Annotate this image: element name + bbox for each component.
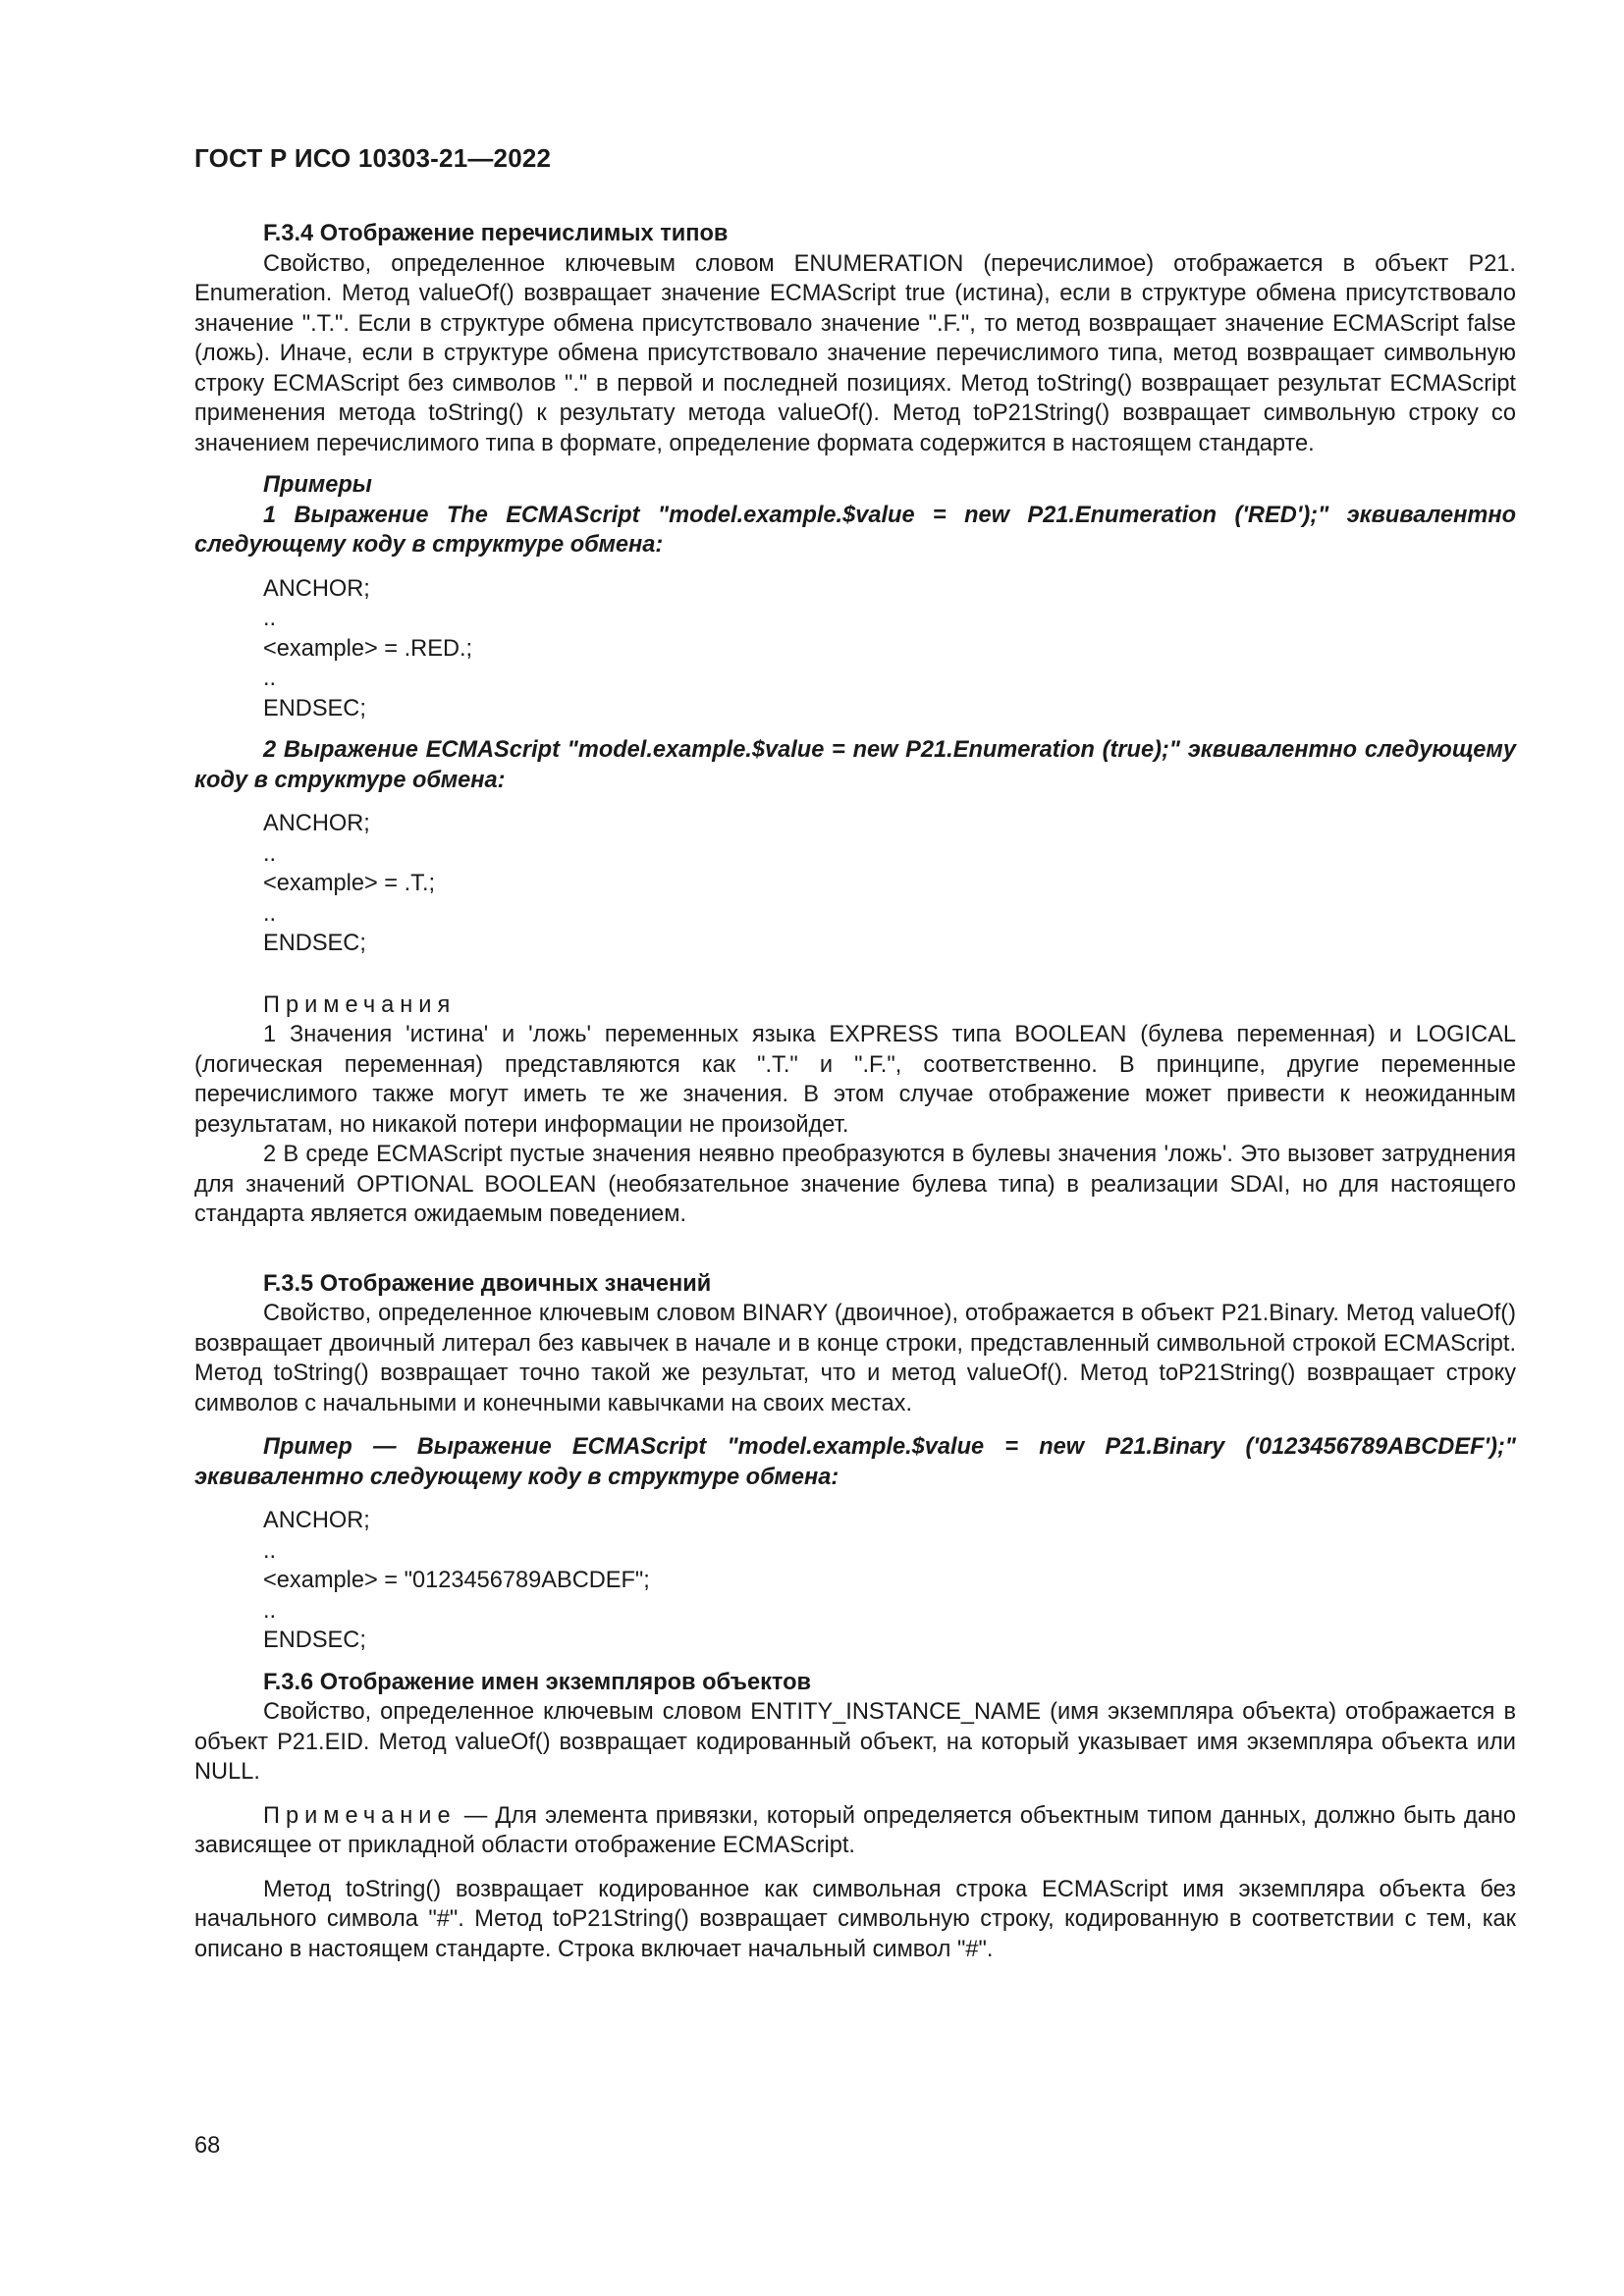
examples-label: Примеры [263,472,372,498]
code-line: .. [263,666,277,691]
section-title-f34: F.3.4 Отображение перечислимых типов [263,221,729,246]
code-line: .. [263,1597,277,1624]
section-title-f35: F.3.5 Отображение двоичных значений [263,1270,712,1297]
page-number: 68 [194,2133,221,2159]
paragraph-f35-body: Свойство, определенное ключевым словом BINARY (двоичное), отображается в объект P21.Binary. Метод valueOf() возвращает двоичный литерал без кавычек в начале и в конце строки, представленный символьной строкой ECMAScript. Метод toString() возвращает точно такой же результат, что и метод valueOf(). Метод toP21String() возвращает строку символов с начальными и конечными кавычками на своих местах. [194,1301,1516,1416]
code-line: ENDSEC; [263,695,366,721]
note-1: 1 Значения 'истина' и 'ложь' переменных языка EXPRESS типа BOOLEAN (булева переменная) и LOGICAL (логическая переменная) представляются как ".T." и ".F.", соответственно. В принципе, другие переменные перечислимого также могут иметь те же значения. В этом случае отображение может привести к неожиданным результатам, но никакой потери информации не произойдет. [194,1022,1516,1138]
code-block-2 [263,809,1516,959]
paragraph-f36-body: Свойство, определенное ключевым словом ENTITY_INSTANCE_NAME (имя экземпляра объекта) отображается в объект P21.EID. Метод valueOf() возвращает кодированный объект, на который указывает имя экземпляра объекта или NULL. [194,1699,1516,1785]
code-block-3 [263,1506,1516,1656]
code-line: .. [263,1537,277,1564]
document-header: ГОСТ Р ИСО 10303-21—2022 [194,143,552,173]
code-line: <example> = .RED.; [263,635,473,662]
notes-label: Примечания [263,991,457,1018]
note-2: 2 В среде ECMAScript пустые значения неявно преобразуются в булевы значения 'ложь'. Это вызовет затруднения для значений OPTIONAL BOOLEAN (необязательное значение булева типа) в реализации SDAI, но для настоящего стандарта является ожидаемым поведением. [194,1142,1516,1227]
code-line: ENDSEC; [263,1628,366,1653]
code-line: ANCHOR; [263,811,370,836]
code-line: ANCHOR; [263,1508,370,1533]
paragraph-f34-body: Свойство, определенное ключевым словом ENUMERATION (перечислимое) отображается в объект P21. Enumeration. Метод valueOf() возвращает значение ECMAScript true (истина), если в структуре обмена присутствовало значение ".T.". Если в структуре обмена присутствовало значение ".F.", то метод возвращает значение ECMAScript false (ложь). Иначе, если в структуре обмена присутствовало значение перечислимого типа, метод возвращает символьную строку ECMAScript без символов "." в первой и последней позициях. Метод toString() возвращает результат ECMAScript применения метода toString() к результату метода valueOf(). Метод toP21String() возвращает символьную строку со значением перечислимого типа в формате, определение формата содержится в настоящем стандарте. [194,250,1516,456]
example-2-text: 2 Выражение ECMAScript "model.example.$value = new P21.Enumeration (true);" эквивалентно следующему коду в структуре обмена: [194,737,1516,793]
note-label: Примечание [263,1802,457,1829]
code-line: .. [263,840,277,867]
code-line: <example> = "0123456789ABCDEF"; [263,1568,650,1593]
code-line: ENDSEC; [263,931,366,956]
code-block-1 [263,574,1516,724]
paragraph-f36-body2: Метод toString() возвращает кодированное как символьная строка ECMAScript имя экземпляра объекта без начального символа "#". Метод toP21String() возвращает символьную строку, кодированную в соответствии с тем, как описано в настоящем стандарте. Строка включает начальный символ "#". [194,1876,1516,1962]
section-title-f36: F.3.6 Отображение имен экземпляров объектов [263,1669,812,1695]
example-binary-text: Пример — Выражение ECMAScript "model.example.$value = new P21.Binary ('0123456789ABCDEF');" эквивалентно следующему коду в структуре обмена: [194,1434,1516,1490]
note-text: — Для элемента привязки, который определяется объектным типом данных, должно быть дано зависящее от прикладной области отображение ECMAScript. [194,1802,1516,1858]
code-line: .. [263,900,277,927]
document-page [194,142,1516,1964]
note-f36 [194,1801,1516,1861]
example-1-text: 1 Выражение The ECMAScript "model.example.$value = new P21.Enumeration ('RED');" эквивалентно следующему коду в структуре обмена: [194,502,1516,558]
code-line: <example> = .T.; [263,871,436,896]
code-line: ANCHOR; [263,575,370,602]
code-line: .. [263,606,277,631]
